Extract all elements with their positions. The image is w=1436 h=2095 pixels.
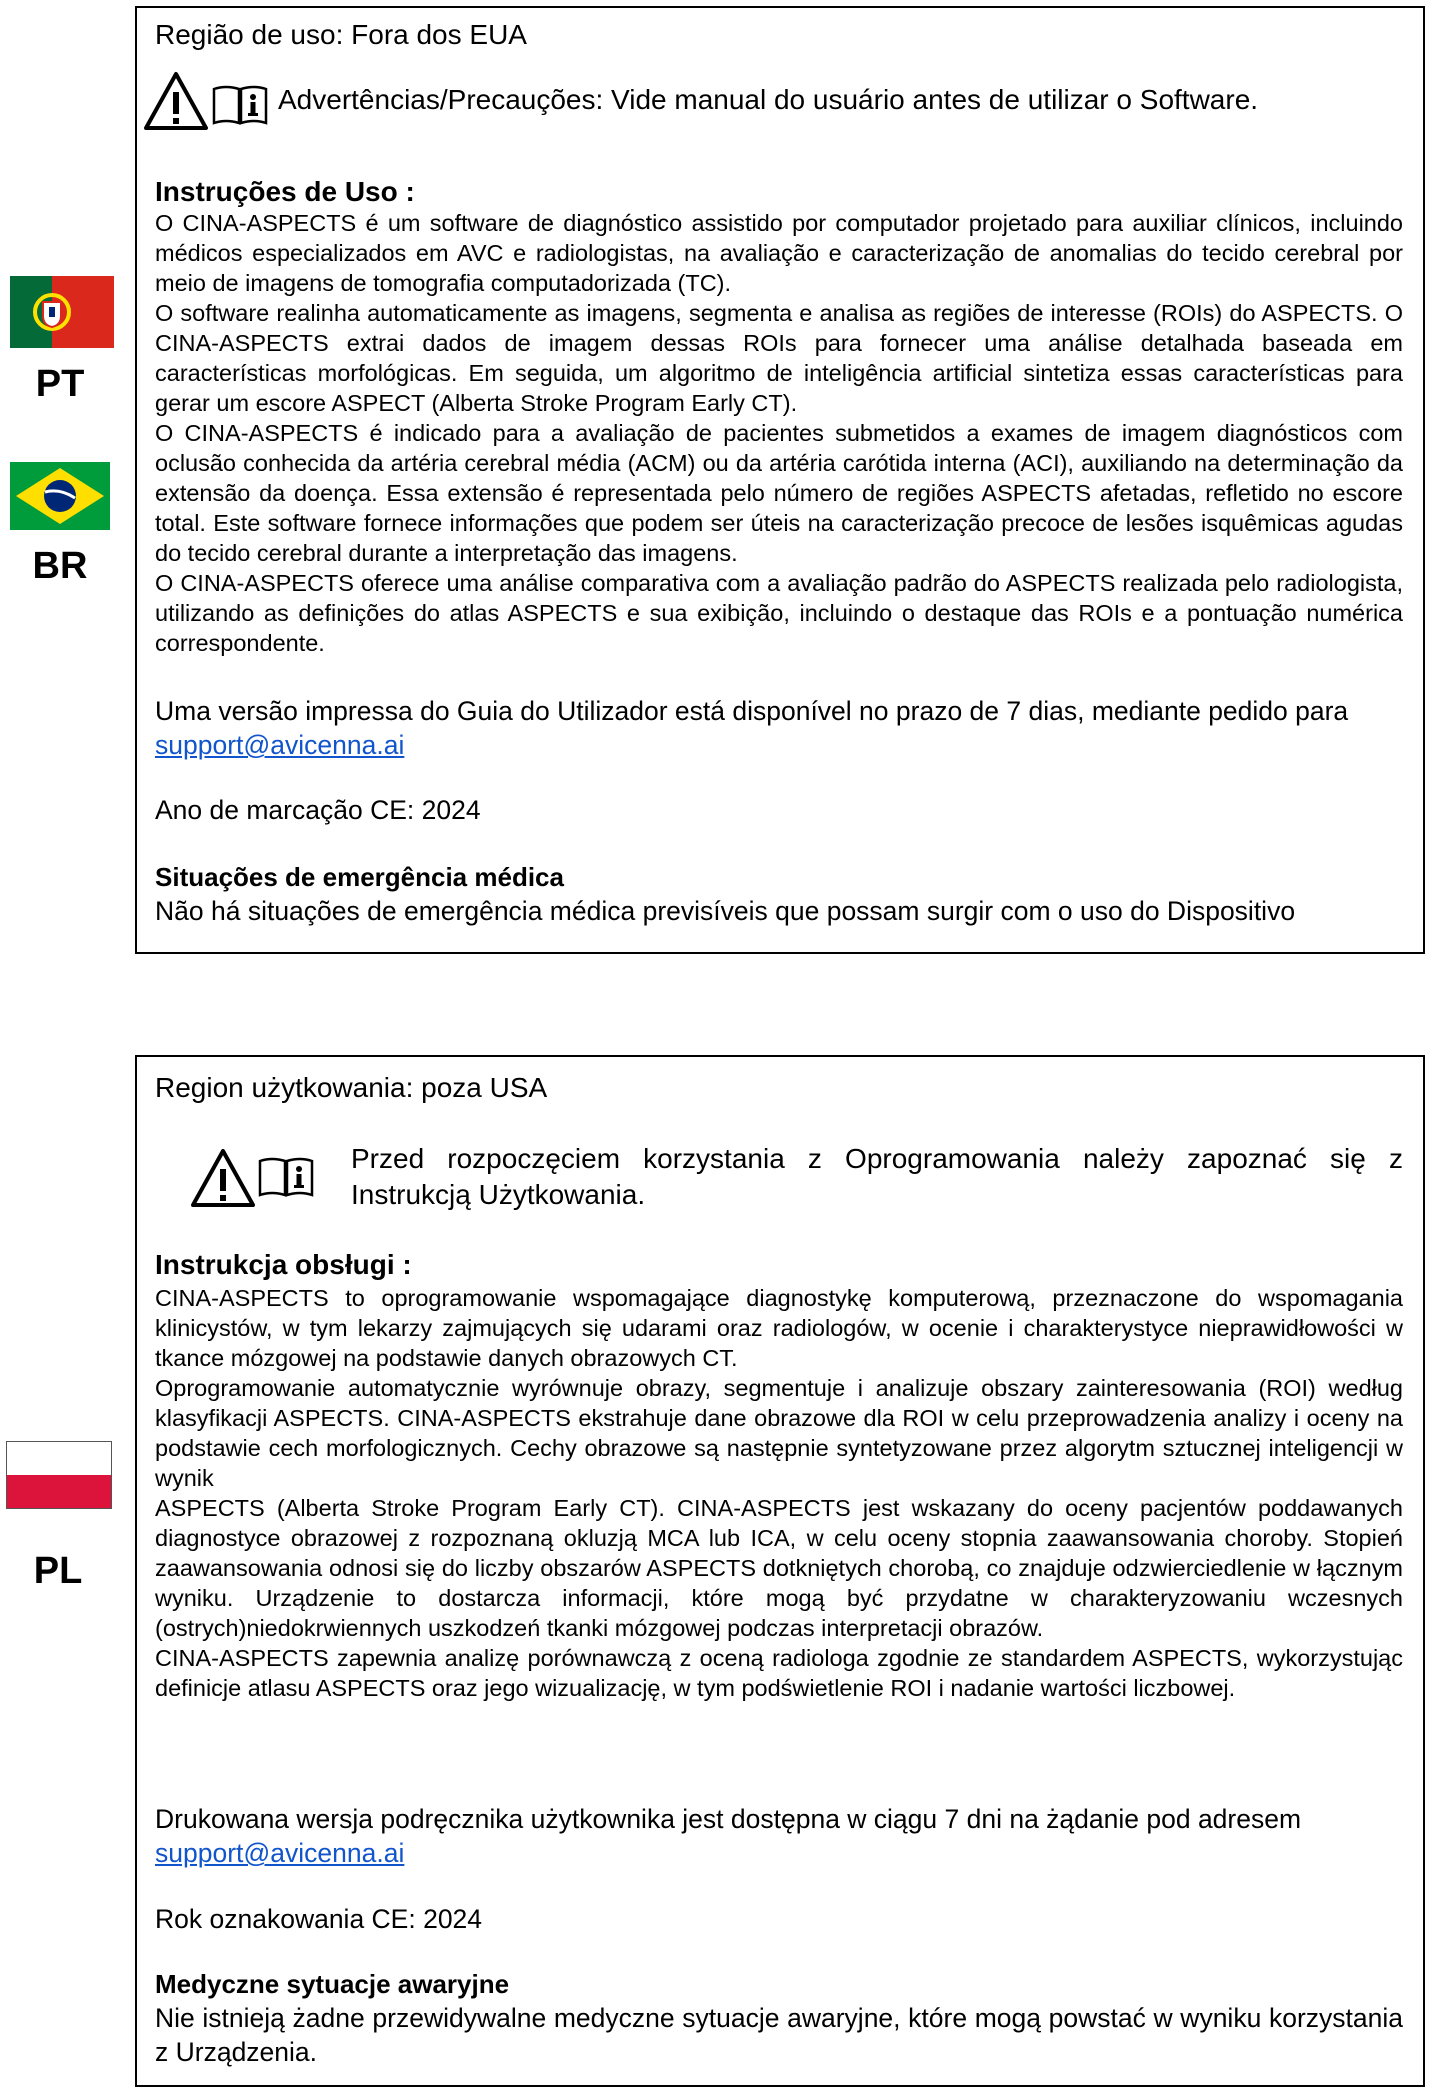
warning-triangle-icon: [190, 1147, 256, 1209]
instructions-paragraph: CINA-ASPECTS to oprogramowanie wspomagające diagnostykę komputerową, przeznaczone do wspomagania klinicystów, w tym lekarzy zajmujących się udarami oraz radiologów, w ocenie i charakterystyce nieprawidłowości w tkance mózgowej na podstawie danych obrazowych CT.: [155, 1285, 1403, 1371]
poland-flag-icon: [6, 1441, 112, 1509]
country-code-pt: PT: [35, 363, 85, 405]
instructions-paragraph: O CINA-ASPECTS é indicado para a avaliação de pacientes submetidos a exames de imagem diagnósticos com oclusão conhecida da artéria cerebral média (ACM) ou da artéria carótida interna (ACI), auxiliando na determinação da extensão da doença. Essa extensão é representada pelo número de regiões ASPECTS afetadas, refletido no escore total. Este software fornece informações que podem ser úteis na caracterização precoce de lesões isquêmicas agudas do tecido cerebral durante a interpretação das imagens.: [155, 420, 1403, 566]
instructions-paragraph: ASPECTS (Alberta Stroke Program Early CT). CINA-ASPECTS jest wskazany do oceny pacjentów poddawanych diagnostyce obrazowej z rozpoznaną okluzją MCA lub ICA, w celu oceny stopnia zaawansowania choroby. Stopień zaawansowania odnosi się do liczby obszarów ASPECTS dotkniętych chorobą, co znajduje odzwierciedlenie w łącznym wyniku. Urządzenie to dostarcza informacji, które mogą być przydatne w charakteryzowaniu wczesnych (ostrych)niedokrwiennych uszkodzeń tkanki mózgowej podczas interpretacji obrazów.: [155, 1495, 1403, 1641]
instructions-heading: Instrukcja obsługi :: [155, 1249, 412, 1280]
warning-text: Advertências/Precauções: Vide manual do usuário antes de utilizar o Software.: [278, 84, 1259, 115]
instructions-paragraph: O CINA-ASPECTS é um software de diagnóstico assistido por computador projetado para auxiliar clínicos, incluindo médicos especializados em AVC e radiologistas, na avaliação e caracterização de anomalias do tecido cerebral por meio de imagens de tomografia computadorizada (TC).: [155, 210, 1403, 296]
warning-text: Przed rozpoczęciem korzystania z Oprogramowania należy zapoznać się z Instrukcją Użytkowania.: [351, 1143, 1403, 1210]
brazil-flag-icon: [10, 462, 110, 530]
printed-guide-text: Uma versão impressa do Guia do Utilizador está disponível no prazo de 7 dias, mediante pedido para: [155, 696, 1349, 726]
region-of-use: Region użytkowania: poza USA: [155, 1072, 548, 1103]
warning-row: [155, 72, 1403, 142]
instructions-paragraph: CINA-ASPECTS zapewnia analizę porównawczą z oceną radiologa zgodnie ze standardem ASPECTS, wykorzystując definicje atlasu ASPECTS oraz jego wizualizację, w tym podświetlenie ROI i nadanie wartości liczbowej.: [155, 1645, 1403, 1701]
emergency-text: Não há situações de emergência médica previsíveis que possam surgir com o uso do Dispositivo: [155, 896, 1296, 926]
instruction-manual-icon: [257, 1156, 315, 1198]
pl-section: [135, 1055, 1425, 2087]
printed-guide-note: [155, 1802, 1403, 1870]
portugal-flag-icon: [10, 276, 114, 348]
ce-marking-year: Rok oznakowania CE: 2024: [155, 1904, 483, 1934]
pt-br-section: [135, 6, 1425, 954]
instructions-paragraph: O software realinha automaticamente as imagens, segmenta e analisa as regiões de interesse (ROIs) do ASPECTS. O CINA-ASPECTS extrai dados de imagem dessas ROIs para fornecer uma análise detalhada baseada em características morfológicas. Em seguida, um algoritmo de inteligência artificial sintetiza essas características para gerar um escore ASPECT (Alberta Stroke Program Early CT).: [155, 300, 1403, 416]
country-code-pl: PL: [33, 1550, 83, 1592]
emergency-heading: Situações de emergência médica: [155, 862, 564, 892]
instructions-paragraph: O CINA-ASPECTS oferece uma análise comparativa com a avaliação padrão do ASPECTS realizada pelo radiologista, utilizando as definições do atlas ASPECTS e sua exibição, incluindo o destaque das ROIs e a pontuação numérica correspondente.: [155, 570, 1403, 656]
warning-triangle-icon: [143, 70, 209, 132]
region-of-use: Região de uso: Fora dos EUA: [155, 19, 527, 50]
printed-guide-text: Drukowana wersja podręcznika użytkownika jest dostępna w ciągu 7 dni na żądanie pod adresem: [155, 1804, 1302, 1834]
instructions-paragraph: Oprogramowanie automatycznie wyrównuje obrazy, segmentuje i analizuje obszary zainteresowania (ROI) według klasyfikacji ASPECTS. CINA-ASPECTS ekstrahuje dane obrazowe dla ROI w celu przeprowadzenia analizy i oceny na podstawie cech morfologicznych. Cechy obrazowe są następnie syntetyzowane przez algorytm sztucznej inteligencji w wynik: [155, 1375, 1403, 1491]
support-email-link[interactable]: support@avicenna.ai: [155, 1838, 405, 1868]
instructions-body: [155, 208, 1403, 658]
printed-guide-note: [155, 694, 1403, 762]
support-email-link[interactable]: support@avicenna.ai: [155, 730, 405, 760]
warning-row: [155, 1141, 1403, 1221]
emergency-text: Nie istnieją żadne przewidywalne medyczne sytuacje awaryjne, które mogą powstać w wyniku korzystania z Urządzenia.: [155, 2003, 1403, 2067]
instructions-heading: Instruções de Uso :: [155, 176, 415, 207]
instruction-manual-icon: [211, 84, 269, 126]
emergency-heading: Medyczne sytuacje awaryjne: [155, 1969, 510, 1999]
ce-marking-year: Ano de marcação CE: 2024: [155, 795, 481, 825]
country-code-br: BR: [32, 545, 88, 587]
instructions-body: [155, 1283, 1403, 1703]
